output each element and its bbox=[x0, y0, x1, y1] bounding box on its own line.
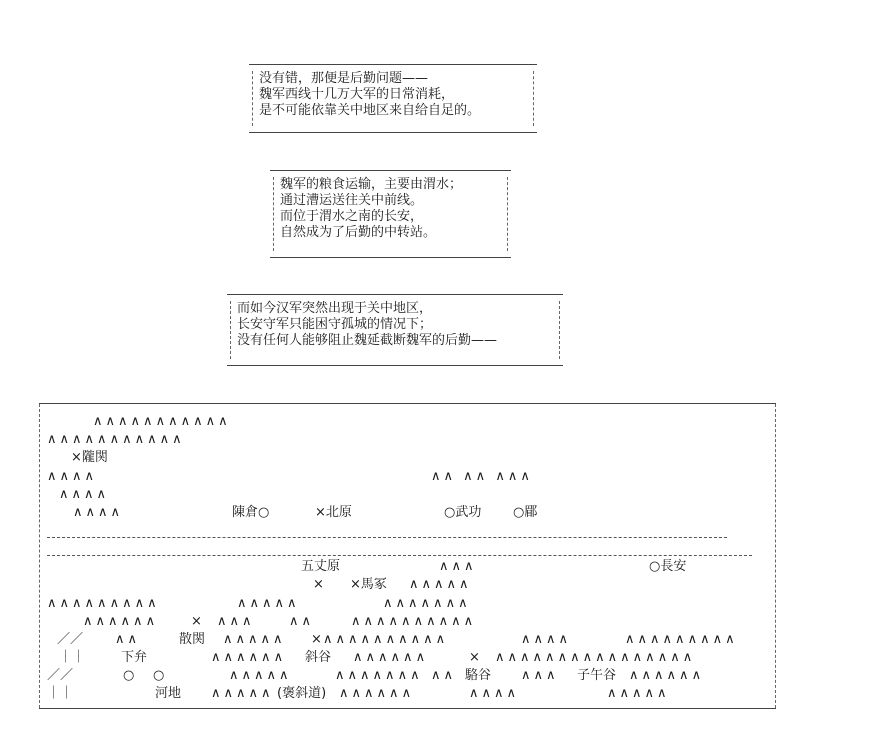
mountain-range: ∧∧∧∧∧∧ bbox=[339, 686, 415, 701]
mountain-range: ∧∧∧ bbox=[439, 559, 477, 574]
mountain-range: ∧∧∧∧∧ bbox=[409, 577, 472, 592]
mountain-range: ∧∧∧∧∧ bbox=[237, 596, 300, 611]
circle-mark: ○ bbox=[123, 668, 135, 683]
river-mark: ／／ bbox=[47, 668, 74, 683]
dialogue-line: 魏军的粮食运输，主要由渭水； bbox=[280, 177, 463, 192]
dialogue-line: 没有错，那便是后勤问题—— bbox=[259, 71, 429, 86]
place-sanguan: 散関 bbox=[179, 632, 206, 647]
river-mark: ｜｜ bbox=[47, 686, 74, 701]
mountain-range: ∧∧∧∧∧∧ bbox=[629, 668, 705, 683]
dialogue-line: 是不可能依靠关中地区来自给自足的。 bbox=[259, 103, 481, 118]
mountain-range: ∧∧∧∧∧∧ bbox=[211, 650, 287, 665]
mountain-range: ∧∧∧∧ bbox=[521, 632, 572, 647]
place-xiegu: 斜谷 bbox=[305, 650, 332, 665]
x-mark: × bbox=[191, 614, 202, 629]
mountain-range: ∧∧∧∧∧ bbox=[229, 668, 292, 683]
place-wugong: ○武功 bbox=[444, 505, 482, 520]
place-wuzhangyuan: 五丈原 bbox=[301, 559, 341, 574]
mountain-range: ∧∧∧∧∧∧∧∧∧∧ bbox=[323, 632, 449, 647]
place-chencang: 陳倉○ bbox=[232, 505, 270, 520]
dialogue-box-cut-supply bbox=[227, 294, 563, 366]
river-mark: ／／ bbox=[57, 632, 84, 647]
place-xiebian: 下弁 bbox=[121, 650, 148, 665]
mountain-range: ∧∧∧∧∧∧∧∧∧∧∧ bbox=[47, 432, 185, 447]
dialogue-line: 长安守军只能困守孤城的情况下； bbox=[237, 317, 433, 332]
place-mei: ○郿 bbox=[513, 505, 538, 520]
mountain-range: ∧∧∧∧∧ bbox=[223, 632, 286, 647]
mountain-range: ∧∧ bbox=[431, 668, 457, 683]
mountain-range: ∧∧ bbox=[115, 632, 141, 647]
mountain-range: ∧∧∧∧∧∧∧∧∧∧ bbox=[351, 614, 477, 629]
x-mark: × bbox=[469, 650, 480, 665]
place-hedi: 河地 bbox=[155, 686, 182, 701]
x-mark: × bbox=[311, 632, 322, 647]
mountain-range: ∧∧ bbox=[289, 614, 315, 629]
dialogue-box-grain-transport bbox=[270, 170, 511, 258]
place-luogu: 駱谷 bbox=[465, 668, 492, 683]
dialogue-line: 魏军西线十几万大军的日常消耗， bbox=[259, 87, 455, 102]
mountain-range: ∧∧∧ bbox=[217, 614, 255, 629]
dialogue-box-logistics-problem bbox=[249, 64, 537, 133]
dialogue-line: 没有任何人能够阻止魏延截断魏军的后勤—— bbox=[237, 333, 498, 348]
mountain-range: ∧∧∧∧ bbox=[469, 686, 520, 701]
mountain-range: ∧∧ ∧∧ ∧∧∧ bbox=[431, 469, 533, 484]
mountain-range: ∧∧∧∧∧ bbox=[211, 686, 274, 701]
place-majia: ×馬冢 bbox=[350, 577, 387, 592]
dialogue-line: 而位于渭水之南的长安， bbox=[280, 209, 424, 224]
dialogue-line: 通过漕运送往关中前线。 bbox=[280, 193, 424, 208]
mountain-range: ∧∧∧∧∧∧∧∧∧∧∧ bbox=[93, 414, 231, 429]
weishui-river-line bbox=[47, 555, 752, 556]
mountain-range: ∧∧∧∧∧∧∧∧∧∧∧∧∧∧∧∧ bbox=[495, 650, 696, 665]
dialogue-line: 自然成为了后勤的中转站。 bbox=[280, 225, 437, 240]
place-ziwugu: 子午谷 bbox=[577, 668, 617, 683]
place-baoxiedao: (褒斜道) bbox=[277, 686, 327, 701]
mountain-range: ∧∧∧∧∧ bbox=[607, 686, 670, 701]
mountain-range: ∧∧∧∧∧∧ bbox=[353, 650, 429, 665]
mountain-range: ∧∧∧ bbox=[521, 668, 559, 683]
mountain-range: ∧∧∧∧∧∧ bbox=[83, 614, 159, 629]
weishui-river-line bbox=[47, 537, 727, 538]
mountain-range: ∧∧∧∧∧∧∧∧∧ bbox=[47, 596, 160, 611]
x-mark: × bbox=[313, 577, 324, 592]
mountain-range: ∧∧∧∧ bbox=[47, 469, 98, 484]
place-longguan: ×隴関 bbox=[71, 450, 108, 465]
circle-mark: ○ bbox=[153, 668, 165, 683]
river-mark: ｜｜ bbox=[59, 650, 86, 665]
place-beiyuan: ×北原 bbox=[315, 505, 352, 520]
dialogue-line: 而如今汉军突然出现于关中地区， bbox=[237, 301, 433, 316]
mountain-range: ∧∧∧∧∧∧∧ bbox=[335, 668, 423, 683]
mountain-range: ∧∧∧∧ bbox=[59, 487, 110, 502]
mountain-range: ∧∧∧∧∧∧∧ bbox=[383, 596, 471, 611]
guanzhong-map bbox=[39, 403, 776, 709]
mountain-range: ∧∧∧∧ bbox=[73, 505, 124, 520]
place-changan: ○長安 bbox=[649, 559, 687, 574]
mountain-range: ∧∧∧∧∧∧∧∧∧ bbox=[625, 632, 738, 647]
